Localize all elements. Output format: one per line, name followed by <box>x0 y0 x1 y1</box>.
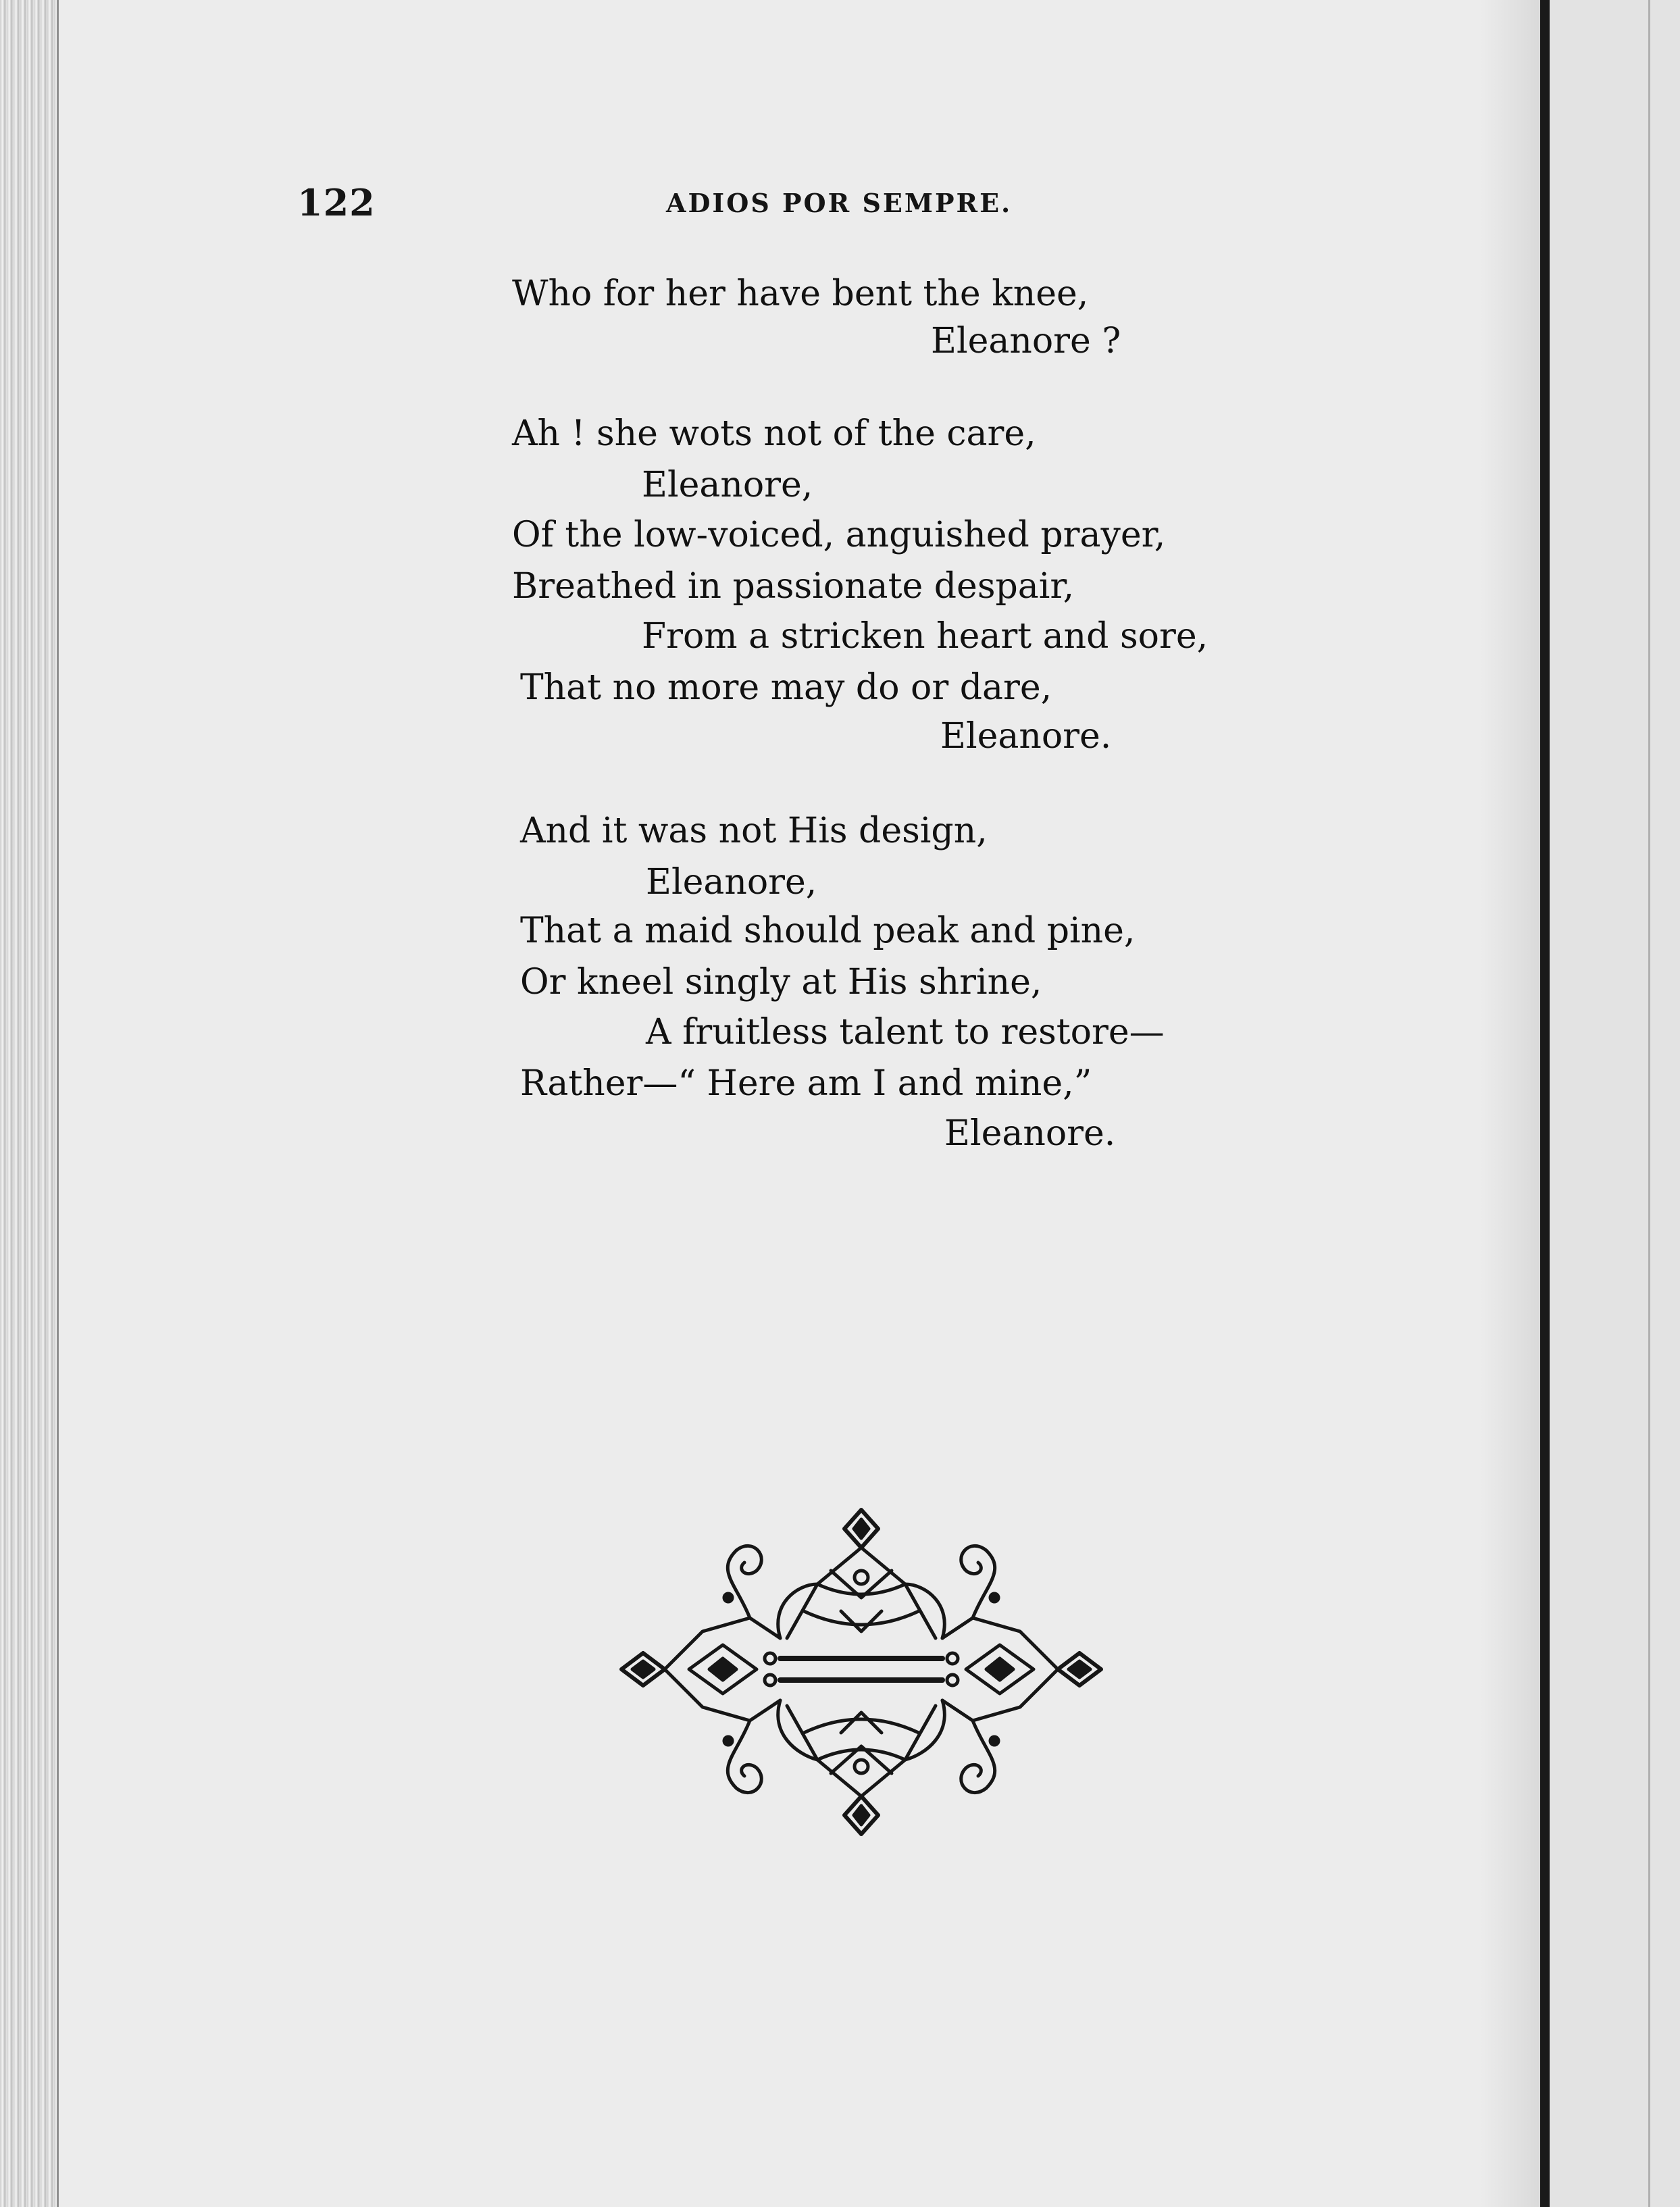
poem-line: And it was not His design, <box>520 811 988 851</box>
poem-refrain-line: Eleanore, <box>642 465 813 505</box>
poem-refrain-line: Eleanore. <box>944 1113 1116 1154</box>
poem-refrain-line: Eleanore, <box>646 862 817 903</box>
poem-line: From a stricken heart and sore, <box>642 616 1208 657</box>
poem-line: That a maid should peak and pine, <box>520 911 1136 951</box>
decorative-tailpiece-icon <box>615 1503 1108 1841</box>
poem-refrain-line: Eleanore. <box>940 716 1112 757</box>
poem-line: Rather—“ Here am I and mine,” <box>520 1063 1092 1104</box>
poem-line: Of the low-voiced, anguished prayer, <box>512 515 1166 555</box>
poem-line: Or kneel singly at His shrine, <box>520 962 1042 1003</box>
poem-line: That no more may do or dare, <box>520 667 1052 708</box>
facing-page-fold <box>1648 0 1650 2207</box>
poem-refrain-line: Eleanore ? <box>931 321 1121 361</box>
page-number: 122 <box>297 181 376 224</box>
facing-page-edge <box>1550 0 1680 2207</box>
poem-line: Who for her have bent the knee, <box>512 274 1089 314</box>
poem-line: Ah ! she wots not of the care, <box>512 413 1036 454</box>
poem-line: A fruitless talent to restore— <box>646 1012 1165 1052</box>
poem-line: Breathed in passionate despair, <box>512 566 1075 607</box>
running-title: ADIOS POR SEMPRE. <box>666 188 1013 218</box>
